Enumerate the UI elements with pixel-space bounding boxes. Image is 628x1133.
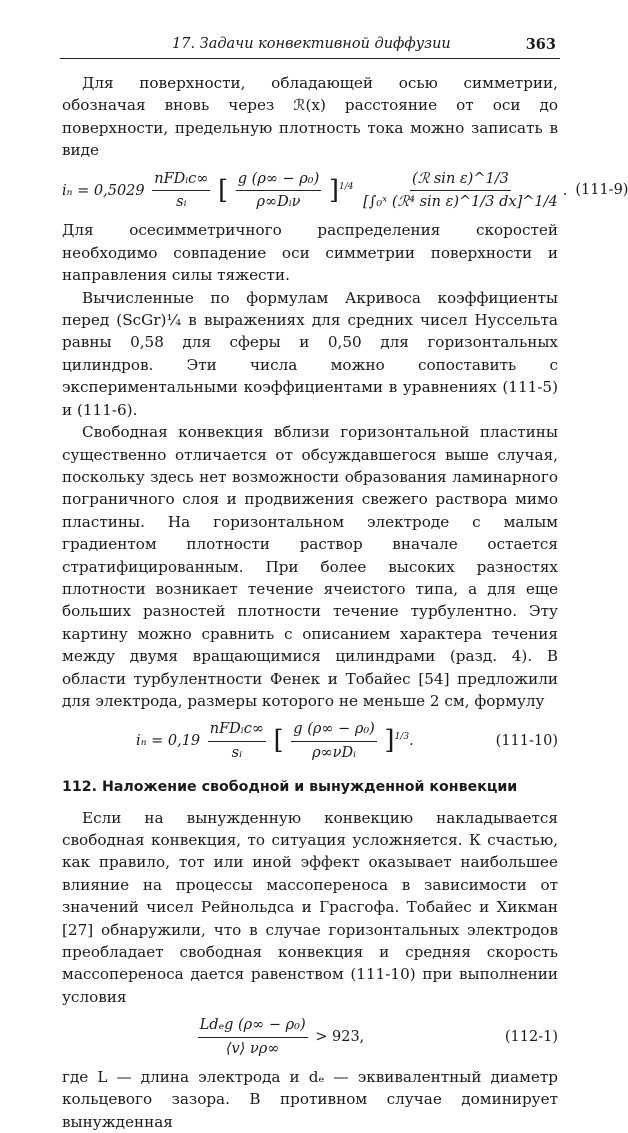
eq1-number: (111-9) bbox=[575, 182, 628, 199]
paragraph-4: Свободная конвекция вблизи горизонтальной пластины существенно отличается от обсуждавшегося выше случая, поскольку здесь нет возможности образования ламинарного пограничного слоя и продвижения свежего раствора мимо пластины. На горизонтальном электроде с малым градиентом плотности раствор вначале остается стратифицированным. При более высоких разностях плотности возникает течение ячеистого типа, а для еще больших разностей плотности течение турбулентно. Эту картину можно сравнить с описанием характера течения между двумя вращающимися цилиндрами (разд. 4). В области турбулентности Фенек и Тобайес [54] предложили для электрода, размеры которого не меньше 2 см, формулу bbox=[62, 423, 558, 710]
equation-111-10-content: iₙ = 0,19 $\frac{\text{nFDᵢc∞}}{\text{sᵢ}}$ [ $\frac{\text{g (ρ∞ − ρ₀)}}{\text{ρ∞νDᵢ}}$ ]$^{1/3}$. bbox=[62, 718, 488, 764]
eq1-frac1-num: nFDᵢc∞ bbox=[152, 168, 210, 191]
page-header bbox=[60, 36, 560, 59]
paragraph-6: где L — длина электрода и dₑ — эквивалентный диаметр кольцевого зазора. В противном случае доминирует вынужденная bbox=[62, 1068, 558, 1131]
eq2-frac1-den: sᵢ bbox=[231, 744, 243, 761]
eq1-bracket-open: [ bbox=[218, 175, 229, 206]
equation-112-1 bbox=[62, 1014, 558, 1060]
paragraph-3: Вычисленные по формулам Акривоса коэффициенты перед (ScGr)¼ в выражениях для средних чисел Нуссельта равны 0,58 для сферы и 0,50 для горизонтальных цилиндров. Эти числа можно сопоставить с экспериментальными коэффициентами в уравнениях (111-5) и (111-6). bbox=[62, 288, 558, 419]
paragraph-5: Если на вынужденную конвекцию накладывается свободная конвекция, то ситуация усложняется. К счастью, как правило, тот или иной эффект оказывает наибольшее влияние на процессы массопереноса в зависимости от значений чисел Рейнольдса и Грасгофа. Тобайес и Хикман [27] обнаружили, что в случае горизонтальных электродов преобладает свободная конвекция и средняя скорость массопереноса дается равенством (111-10) при выполнении условия bbox=[62, 808, 558, 1006]
eq3-number: (112-1) bbox=[504, 1028, 558, 1045]
equation-111-9 bbox=[62, 168, 628, 214]
paragraph-1: Для поверхности, обладающей осью симметрии, обозначая вновь через ℛ(x) расстояние от оси до поверхности, предельную плотность тока можно записать в виде bbox=[62, 74, 558, 160]
eq2-lhs: iₙ = 0,19 bbox=[135, 733, 201, 750]
eq3-den: ⟨v⟩ νρ∞ bbox=[225, 1040, 280, 1057]
paragraph-2: Для осесимметричного распределения скоростей необходимо совпадение оси симметрии поверхности и направления силы тяжести. bbox=[62, 221, 558, 285]
equation-112-1-content bbox=[62, 1014, 497, 1060]
eq2-number: (111-10) bbox=[495, 733, 558, 750]
eq1-frac3 bbox=[361, 168, 560, 214]
eq2-frac2 bbox=[291, 718, 377, 764]
eq1-frac3-num: (ℛ sin ε)^1/3 bbox=[410, 168, 511, 191]
eq1-bracket-close: ] bbox=[328, 175, 340, 206]
equation-111-10 bbox=[62, 718, 558, 764]
running-title: 17. Задачи конвективной диффузии bbox=[172, 36, 451, 52]
eq1-frac1 bbox=[152, 168, 210, 214]
eq3-rhs: > 923, bbox=[315, 1029, 365, 1046]
eq1-frac1-den: sᵢ bbox=[176, 194, 187, 211]
eq2-frac1 bbox=[208, 718, 266, 764]
eq1-frac2-den: ρ∞Dᵢν bbox=[256, 194, 301, 211]
eq1-frac2 bbox=[236, 168, 322, 214]
eq2-frac2-den: ρ∞νDᵢ bbox=[312, 744, 357, 761]
eq1-exponent: 1/4 bbox=[339, 181, 354, 192]
eq3-frac bbox=[198, 1014, 308, 1060]
eq2-frac2-num: g (ρ∞ − ρ₀) bbox=[291, 718, 377, 741]
page-body bbox=[62, 72, 628, 1133]
equation-111-9-content: iₙ = 0,5029 $\frac{\text{nFDᵢc∞}}{\text{sᵢ}}$ [ $\frac{\text{g (ρ∞ − ρ₀)}}{\text{ρ∞Dᵢν}}$ ]$^{1/4}$ $\frac{\text{(ℛ sin ε)\textasciicircum{}1/3}}{\text{[∫₀ˣ (ℛ⁴ sin ε)\textasciicircum{}1/3 dx]\textasciicircum{}1/4}}$ . bbox=[62, 168, 567, 214]
eq1-lhs: iₙ = 0,5029 bbox=[62, 182, 145, 199]
eq2-frac1-num: nFDᵢc∞ bbox=[208, 718, 266, 741]
eq1-frac2-num: g (ρ∞ − ρ₀) bbox=[236, 168, 322, 191]
eq2-bracket-open: [ bbox=[273, 726, 284, 757]
eq1-frac3-den: [∫₀ˣ (ℛ⁴ sin ε)^1/3 dx]^1/4 bbox=[363, 194, 558, 211]
page-number: 363 bbox=[525, 36, 556, 53]
eq2-exponent: 1/3 bbox=[394, 732, 410, 743]
section-title: 112. Наложение свободной и вынужденной конвекции bbox=[62, 779, 518, 796]
eq3-num: Ldₑg (ρ∞ − ρ₀) bbox=[198, 1014, 308, 1037]
eq2-bracket-close: ] bbox=[384, 726, 395, 757]
